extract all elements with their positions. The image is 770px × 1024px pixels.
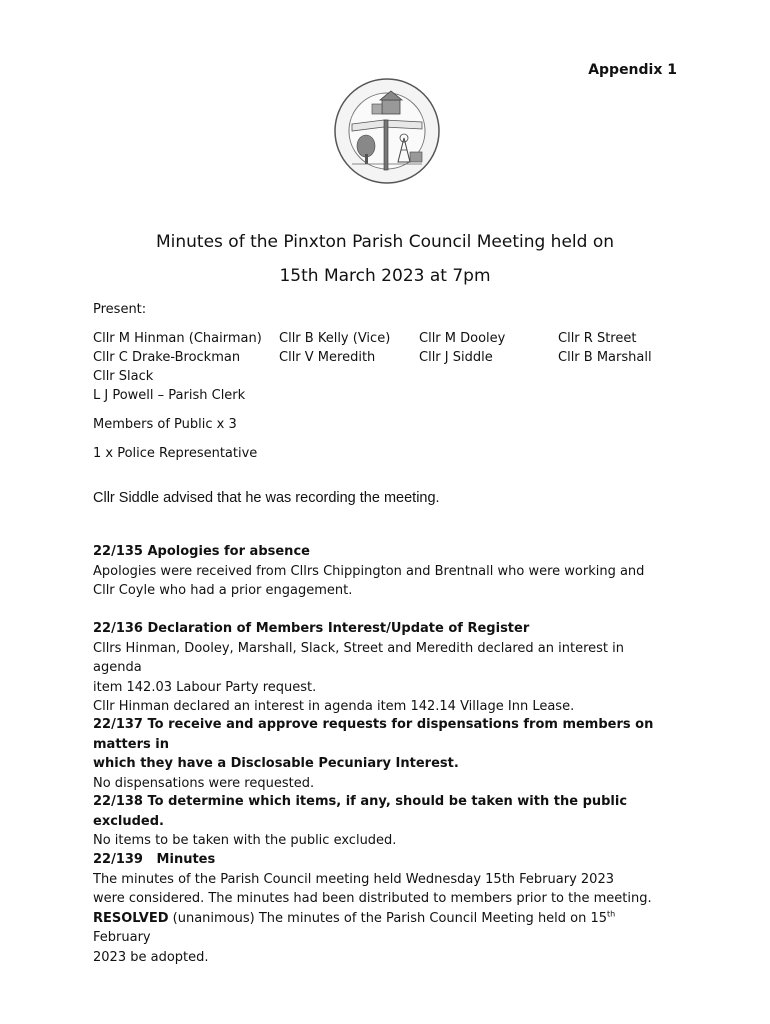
item-heading: 22/138 To determine which items, if any, should be taken with the public excluded. bbox=[93, 794, 628, 829]
item-heading: 22/139 Minutes bbox=[93, 852, 216, 867]
police-representative: 1 x Police Representative bbox=[93, 446, 258, 461]
attendee: Cllr B Marshall bbox=[558, 350, 652, 365]
item-text-line: Cllr Hinman declared an interest in agenda item 142.14 Village Inn Lease. bbox=[93, 699, 575, 714]
attendance-column-1 bbox=[93, 329, 262, 405]
attendee: L J Powell – Parish Clerk bbox=[93, 388, 246, 403]
item-text-line: The minutes of the Parish Council meeting held Wednesday 15th February 2023 bbox=[93, 871, 614, 887]
item-22-137 bbox=[93, 715, 673, 793]
page-title: Minutes of the Pinxton Parish Council Meeting held on bbox=[155, 232, 615, 252]
attendance-column-4 bbox=[558, 329, 652, 367]
item-text-line: Cllr Coyle who had a prior engagement. bbox=[93, 583, 353, 598]
present-label: Present: bbox=[93, 302, 147, 317]
item-text-line: No items to be taken with the public excluded. bbox=[93, 833, 397, 848]
attendee: Cllr R Street bbox=[558, 331, 637, 346]
resolved-text-end: February bbox=[93, 930, 151, 945]
item-heading-continued: which they have a Disclosable Pecuniary Interest. bbox=[93, 756, 459, 771]
members-of-public: Members of Public x 3 bbox=[93, 417, 237, 432]
attendance-column-3 bbox=[419, 329, 505, 367]
item-22-136 bbox=[93, 619, 673, 717]
resolution-line bbox=[93, 909, 673, 948]
page-subtitle-date: 15th March 2023 at 7pm bbox=[279, 266, 491, 286]
attendee: Cllr B Kelly (Vice) bbox=[279, 331, 391, 346]
item-text-line: No dispensations were requested. bbox=[93, 775, 315, 791]
attendee: Cllr M Dooley bbox=[419, 331, 506, 346]
item-heading: 22/136 Declaration of Members Interest/Update of Register bbox=[93, 621, 530, 636]
attendee: Cllr J Siddle bbox=[419, 350, 493, 365]
resolution-line-2: 2023 be adopted. bbox=[93, 949, 209, 965]
item-heading: 22/137 To receive and approve requests for dispensations from members on matters in bbox=[93, 717, 654, 752]
resolved-text: (unanimous) The minutes of the Parish Council Meeting held on 15 bbox=[168, 910, 608, 926]
item-text-line: item 142.03 Labour Party request. bbox=[93, 679, 317, 695]
item-22-138 bbox=[93, 792, 673, 851]
parish-seal-logo bbox=[332, 76, 442, 186]
resolved-label: RESOLVED bbox=[93, 910, 169, 926]
item-text-line: Cllrs Hinman, Dooley, Marshall, Slack, Street and Meredith declared an interest in agenda bbox=[93, 640, 625, 675]
attendance-column-2 bbox=[279, 329, 390, 367]
item-22-139 bbox=[93, 850, 673, 967]
attendee: Cllr C Drake-Brockman bbox=[93, 350, 241, 365]
attendee: Cllr V Meredith bbox=[279, 350, 376, 365]
attendee: Cllr Slack bbox=[93, 369, 154, 384]
ordinal-suffix: th bbox=[607, 909, 616, 919]
item-text-line: were considered. The minutes had been distributed to members prior to the meeting. bbox=[93, 891, 652, 906]
item-22-135 bbox=[93, 542, 673, 601]
item-text-line: Apologies were received from Cllrs Chippington and Brentnall who were working and bbox=[93, 563, 645, 579]
appendix-label: Appendix 1 bbox=[588, 62, 677, 78]
attendee: Cllr M Hinman (Chairman) bbox=[93, 331, 262, 346]
recording-note: Cllr Siddle advised that he was recording the meeting. bbox=[93, 490, 440, 506]
item-heading: 22/135 Apologies for absence bbox=[93, 544, 310, 559]
